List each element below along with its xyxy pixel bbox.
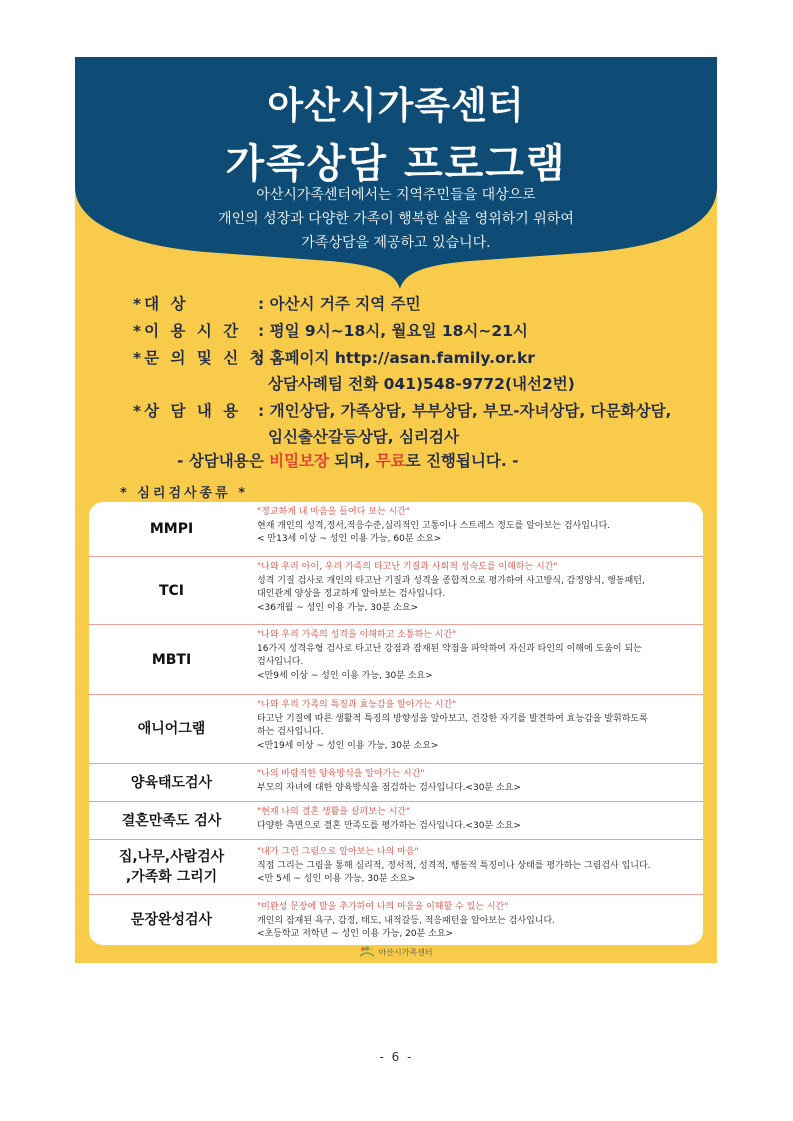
test-row: [89, 557, 703, 625]
section-title: * 심리검사종류 *: [120, 486, 248, 501]
test-name: 집,나무,사람검사 ,가족화 그리기: [118, 849, 225, 885]
test-description: "나와 우리 가족의 성격을 이해하고 소통하는 시간" 16가지 성격유형 검사로 타고난 강점과 잠재된 약점을 파악하여 자신과 타인의 이해에 도움이 되는 검사입니다. <만9세 이상 ~ 성인 이용 가능, 30분 소요>: [257, 630, 642, 681]
page-subtitle: 가족상담 프로그램: [225, 141, 567, 187]
test-name: 양육태도검사: [130, 774, 213, 791]
test-row: [89, 695, 703, 764]
test-name: 애니어그램: [137, 721, 206, 737]
notice-text: - 상담내용은 비밀보장 되며, 무료로 진행됩니다. -: [177, 452, 519, 470]
test-row: [89, 840, 703, 895]
family-logo-icon: [359, 946, 375, 959]
test-name: MMPI: [149, 521, 194, 537]
page-title: 아산시가족센터: [267, 84, 525, 127]
info-contact: *문 의 및 신 청: 홈페이지 http://asan.family.or.kr: [133, 349, 535, 367]
info-content-cont: 임신출산갈등상담, 심리검사: [268, 428, 459, 446]
test-row: [89, 895, 703, 945]
test-row: [89, 625, 703, 695]
test-description: "정교하게 내 마음을 들여다 보는 시간" 현재 개인의 성격,정서,적응수준,심리적인 고통이나 스트레스 정도를 알아보는 검사입니다. < 만13세 이상 ~ 성인 이용 가능, 60분 소요>: [257, 507, 611, 544]
poster: [75, 57, 717, 963]
info-phone: 상담사례팀 전화 041)548-9772(내선2번): [268, 375, 575, 393]
page-number: - 6 -: [379, 1050, 414, 1064]
test-description: "현재 나의 결혼 생활을 살펴보는 시간" 다양한 측면으로 결혼 만족도를 평가하는 검사입니다.<30분 소요>: [257, 807, 521, 831]
test-description: "나와 우리 아이, 우리 가족의 타고난 기질과 사회적 성숙도를 이해하는 시간" 성격 기질 검사로 개인의 타고난 기질과 성격을 종합적으로 평가하여 사고방식, 감정양식, 행동패턴, 대인관계 양상을 정교하게 알아보는 검사입니다. <36개월 ~ 성인 이용 가능, 30분 소요>: [257, 562, 645, 613]
info-content: *상 담 내 용 : 개인상담, 가족상담, 부부상담, 부모-자녀상담, 다문화상담,: [133, 402, 672, 420]
test-name: MBTI: [151, 651, 192, 668]
test-description: "내가 그린 그림으로 알아보는 나의 마음" 직접 그리는 그림을 통해 심리적, 정서적, 성격적, 행동적 특징이나 상태를 평가하는 그림검사 입니다. <만 5세 ~ 성인 이용 가능, 30분 소요>: [257, 847, 651, 884]
test-name: 결혼만족도 검사: [121, 812, 222, 829]
test-name: 문장완성검사: [130, 912, 213, 928]
test-row: [89, 802, 703, 840]
test-description: "나와 우리 가족의 특징과 효능감을 알아가는 시간" 타고난 기질에 따른 생활적 특징의 방향성을 알아보고, 건강한 자기를 발견하여 효능감을 발휘하도록 하는 검사입니다. <만19세 이상 ~ 성인 이용 가능, 30분 소요>: [257, 700, 648, 751]
info-target: *대 상 : 아산시 거주 지역 주민: [133, 295, 421, 313]
footer-logo: 아산시가족센터: [75, 946, 717, 959]
test-description: "미완성 문장에 말을 추가하여 나의 마음을 이해할 수 있는 시간" 개인의 잠재된 욕구, 감정, 태도, 내적갈등, 적응패턴을 알아보는 검사입니다. <초등학교 저학년 ~ 성인 이용 가능, 20분 소요>: [257, 902, 556, 939]
test-description: "나의 바람직한 양육방식을 알아가는 시간" 부모의 자녀에 대한 양육방식을 점검하는 검사입니다.<30분 소요>: [257, 769, 521, 793]
intro-text: 아산시가족센터에서는 지역주민들을 대상으로 개인의 성장과 다양한 가족이 행복한 삶을 영위하기 위하여 가족상담을 제공하고 있습니다.: [218, 187, 574, 251]
test-row: [89, 764, 703, 802]
header-banner: [75, 57, 717, 297]
info-hours: *이 용 시 간 : 평일 9시~18시, 월요일 18시~21시: [133, 322, 528, 340]
test-name: TCI: [158, 582, 185, 599]
test-row: [89, 502, 703, 557]
test-list-card: [89, 502, 703, 945]
